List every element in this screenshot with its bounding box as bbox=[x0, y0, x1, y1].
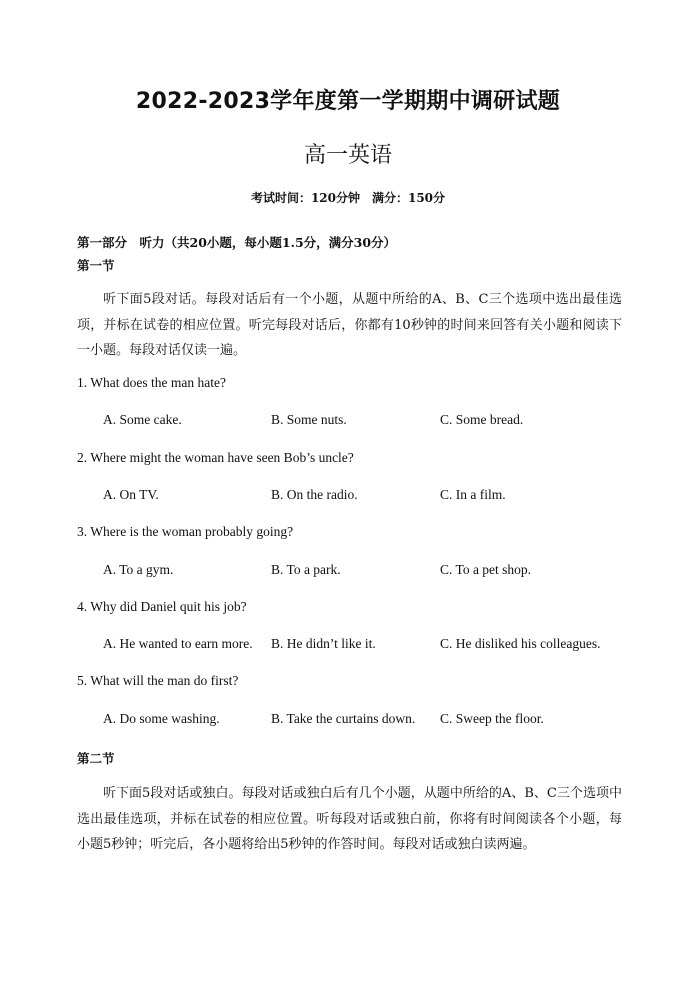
section1-instructions: 听下面5段对话。每段对话后有一个小题，从题中所给的A、B、C三个选项中选出最佳选项，并标在试卷的相应位置。听完每段对话后，你都有10秒钟的时间来回答有关小题和阅读下一小题。每段对话仅读一遍。 bbox=[77, 292, 622, 358]
exam-meta: 考试时间：120分钟 满分：150分 bbox=[250, 191, 446, 205]
question-5: 5. What will the man do first? bbox=[77, 673, 239, 688]
question-5-option-b: B. Take the curtains down. bbox=[271, 711, 416, 726]
section2-heading: 第二节 bbox=[77, 751, 115, 766]
question-5-option-a: A. Do some washing. bbox=[103, 711, 220, 726]
section2-instructions: 听下面5段对话或独白。每段对话或独白后有几个小题，从题中所给的A、B、C三个选项中选出最佳选项，并标在试卷的相应位置。听每段对话或独白前，你将有时间阅读各个小题，每小题5秒钟；听完后，各小题将给出5秒钟的作答时间。每段对话或独白读两遍。 bbox=[77, 786, 622, 852]
question-4-option-a: A. He wanted to earn more. bbox=[103, 636, 253, 651]
question-1-option-a: A. Some cake. bbox=[103, 412, 182, 427]
question-4-option-c: C. He disliked his colleagues. bbox=[440, 636, 601, 651]
question-5-option-c: C. Sweep the floor. bbox=[440, 711, 544, 726]
exam-subject: 高一英语 bbox=[303, 143, 392, 168]
question-1-option-b: B. Some nuts. bbox=[271, 412, 347, 427]
question-3-option-c: C. To a pet shop. bbox=[440, 562, 532, 577]
question-4: 4. Why did Daniel quit his job? bbox=[77, 599, 247, 614]
question-3: 3. Where is the woman probably going? bbox=[77, 524, 294, 539]
section1-heading: 第一节 bbox=[77, 258, 115, 273]
question-2-option-a: A. On TV. bbox=[103, 487, 159, 502]
question-1-option-c: C. Some bread. bbox=[440, 412, 524, 427]
question-2: 2. Where might the woman have seen Bob’s uncle? bbox=[77, 450, 354, 465]
question-4-option-b: B. He didn’t like it. bbox=[271, 636, 376, 651]
question-1: 1. What does the man hate? bbox=[77, 375, 226, 390]
part1-heading: 第一部分 听力（共20小题，每小题1.5分，满分30分） bbox=[77, 235, 397, 250]
question-2-option-c: C. In a film. bbox=[440, 487, 506, 502]
question-3-option-b: B. To a park. bbox=[271, 562, 341, 577]
exam-title: 2022-2023学年度第一学期期中调研试题 bbox=[135, 89, 561, 114]
question-2-option-b: B. On the radio. bbox=[271, 487, 358, 502]
question-3-option-a: A. To a gym. bbox=[103, 562, 174, 577]
